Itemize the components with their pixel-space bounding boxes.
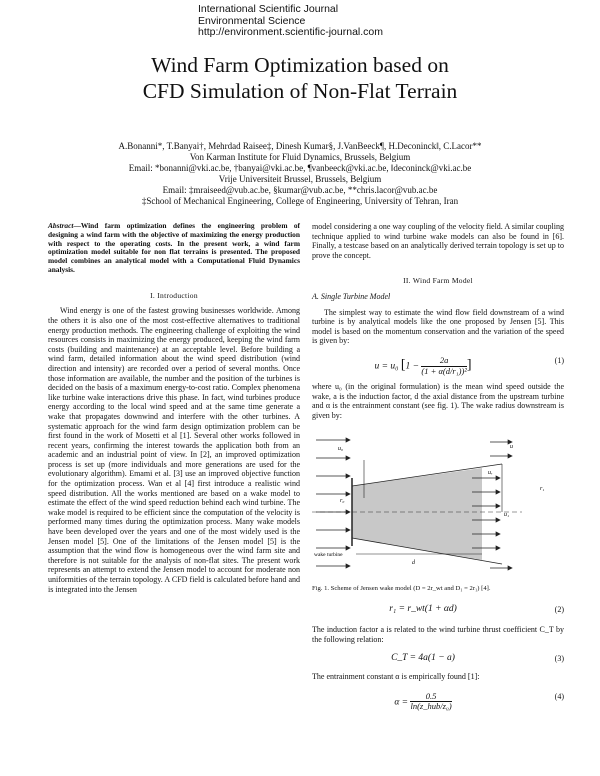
equation-1: u = u₀ [1 − $\frac{2a}{\text{(1 + α(d/r₁))²}}$ ] (1) [374, 354, 564, 376]
email-line-1: Email: *bonanni@vki.ac.be, †banyai@vki.ac.be, ¶vanbeeck@vki.ac.be, ‖deconinck@vki.ac.be [128, 163, 472, 173]
equation-3 [312, 648, 564, 668]
abstract [48, 222, 300, 275]
eq1-denominator: (1 + α(d/r₁))² [421, 365, 467, 376]
section-heading-wind-farm-model: II. Wind Farm Model [403, 276, 473, 286]
abstract-text: —Wind farm optimization defines the engineering problem of designing a wind farm with the objective of maximizing the energy production with respect to the operating costs. In the present work, a wind farm optimization model suitable for non flat terrains is presented. The proposed model combines an analytical model with a Computational Fluid Dynamics analysis. [48, 221, 300, 274]
label-wake-turbine: wake turbine [314, 552, 343, 559]
eq1-numerator: 2a [439, 354, 449, 365]
eq4-fraction [410, 692, 451, 712]
intro-paragraph: Wind energy is one of the fastest growing businesses worldwide. Among the others it is also one of the most cost-effective alternatives to traditional energy production methods. The engineering challenge of exploiting the wind resources consists in maximizing the energy produced, keeping the wind farm costs (building and maintenance) at an acceptable level. Before building a wind farm, detailed information about the wind speed distribution (wind direction and intensity) are recorded over a period of several months. Once those information are available, the number and the position of the turbines is decided on the basis of a maximum energy-to-cost ratio. Complex phenomena like turbine wake interactions drive this phase. In fact, wind turbines produce energy according to the local wind speed and at the same time generate a wake that propagates downwind and interfere with the other turbines. A systematic approach for the wind farm design optimization problem can be first found in the work of Mosetti et al [1]. Several other works followed in recent years, confirming the interest towards the application both from an academic and an industrial point of view. In [2], an improved optimization process is set up (more individuals and more generations are used for the evolutionary algorithm). Emami et al. [3] use an improved objective function for the optimization process. Wan et al [4] first introduce a realistic wind speed distribution. All the works mentioned are based on a wake model to estimate the effect of the wind speed reduction behind each wind turbine. The wake model is required to be efficient since the computation of the velocity is performed many times during the optimization process. Many wake models have been developed over the years and one of the most widely used is the Jensen model [5]. One of the limitations of the Jensen model [5] is the assumption that the wind flow is homogeneous over the wind farm site and therefore is not suitable for the analysis of non-flat sites. The present work represents an attempt to extend the Jensen model to account for moderate non uniformities of the terrain topology. A CFD field is calculated before hand and is integrated into the Jensen [48, 306, 300, 594]
eq1-fraction [421, 356, 466, 376]
affiliation-2: Vrije Universiteit Brussel, Brussels, Belgium [218, 174, 382, 184]
equation-4 [312, 686, 564, 714]
journal-subject: Environmental Science [198, 14, 306, 27]
title-line-1: Wind Farm Optimization based on [151, 53, 449, 77]
affiliation-3: ‡School of Mechanical Engineering, College of Engineering, University of Tehran, Iran [141, 196, 459, 206]
journal-header [198, 4, 383, 39]
label-u0: u₀ [338, 446, 344, 453]
label-r0: r₀ [340, 498, 345, 505]
eq1-number: (1) [554, 355, 564, 365]
figure-caption: Fig. 1. Scheme of Jensen wake model (D = 2r_wt and D₁ = 2r₁) [4]. [312, 584, 491, 592]
affiliation-1: Von Karman Institute for Fluid Dynamics, Brussels, Belgium [189, 152, 411, 162]
label-r1: r₁ [540, 486, 545, 493]
section-heading-introduction: I. Introduction [150, 290, 198, 300]
title-line-2: CFD Simulation of Non-Flat Terrain [142, 79, 458, 103]
journal-url[interactable]: http://environment.scientific-journal.com [198, 26, 383, 38]
continued-paragraph: model considering a one way coupling of the velocity field. A similar coupling technique applied to wind turbine wake models can also be found in [6]. Finally, a testcase based on an analytically derived terrain topology is set up to prove the concept. [312, 222, 564, 260]
author-names: A.Bonanni*, T.Banyai†, Mehrdad Raisee‡, Dinesh Kumar§, J.VanBeeck¶, H.Deconinck‖, C.Lacor** [118, 141, 482, 151]
entrainment-paragraph: The entrainment constant α is empirically found [1]: [312, 672, 480, 682]
equation-2 [312, 599, 564, 621]
journal-name: International Scientific Journal [198, 3, 339, 15]
induction-paragraph: The induction factor a is related to the wind turbine thrust coefficient C_T by the following relation: [312, 624, 564, 644]
right-column [312, 222, 564, 718]
label-ur: uᵣ [488, 470, 493, 477]
email-line-2: Email: ‡mraiseed@vub.ac.be, §kumar@vub.ac.be, **chris.lacor@vub.ac.be [162, 185, 438, 195]
subsection-heading-single-turbine: A. Single Turbine Model [312, 291, 391, 301]
eq2-body: r₁ = r_wt(1 + αd) [389, 603, 457, 614]
eq4-number: (4) [554, 691, 564, 701]
label-u: u [510, 444, 513, 451]
eq1-a: 1 − [405, 361, 420, 372]
model-paragraph: The simplest way to estimate the wind flow field downstream of a wind turbine is by analytical models like the one proposed by Jensen [5]. This model is based on the momentum conservation and the variation of the speed is given by: [312, 307, 564, 346]
eq4-lhs: α = [394, 696, 409, 707]
label-d: d [412, 560, 415, 567]
abstract-label: Abstract [48, 221, 74, 230]
eq3-number: (3) [554, 654, 564, 664]
variables-paragraph: where u₀ (in the original formulation) is the mean wind speed outside the wake, a is the induction factor, d the axial distance from the upstream turbine and α is the entrainment constant (see fig. 1). The wake radius downstream is given by: [312, 381, 564, 420]
paper-title [0, 52, 600, 104]
label-u1: u₁ [504, 512, 510, 519]
eq4-numerator: 0.5 [425, 690, 437, 701]
left-column [48, 222, 300, 594]
eq1-lhs: u = u₀ [374, 361, 399, 372]
eq4-denominator: ln(z_hub/z₀) [410, 701, 452, 712]
jensen-wake-figure [312, 428, 564, 578]
eq2-number: (2) [554, 604, 564, 614]
author-block [0, 141, 600, 207]
eq3-body: C_T = 4a(1 − a) [391, 653, 455, 664]
